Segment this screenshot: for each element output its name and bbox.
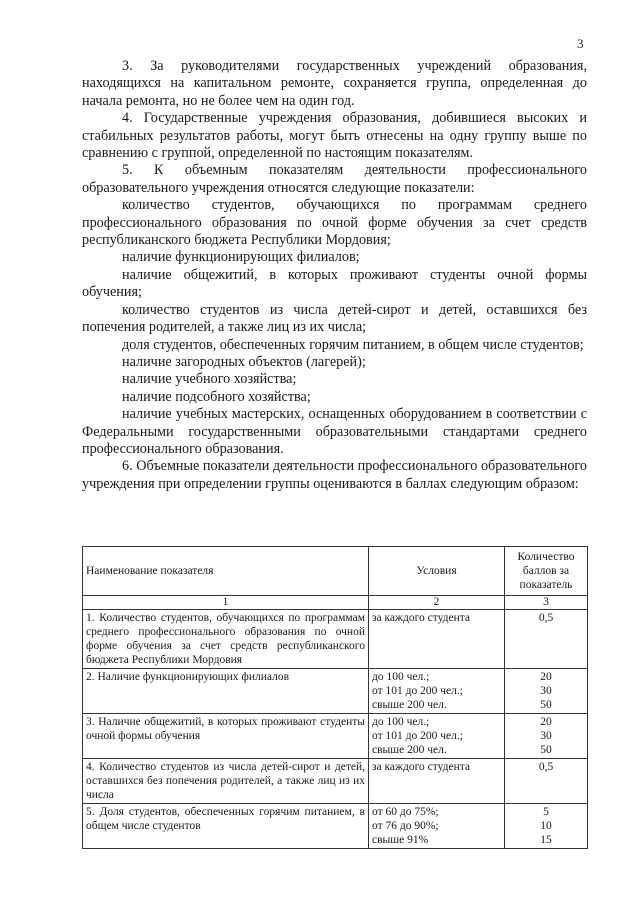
table-row bbox=[83, 669, 588, 714]
column-number-row bbox=[83, 596, 588, 610]
table-header-row bbox=[83, 547, 588, 596]
points: 30 bbox=[540, 730, 552, 742]
column-header: Наименование показателя bbox=[83, 547, 369, 596]
indicator-name: 4. Количество студентов из числа детей-сирот и детей, оставшихся без попечения родителей, а также лиц из их числа bbox=[83, 759, 369, 804]
list-item: наличие функционирующих филиалов; bbox=[122, 249, 360, 266]
list-item: количество студентов, обучающихся по программам среднего профессионального образования по очной форме обучения за счет средств республиканского бюджета Республики Мордовия; bbox=[82, 197, 587, 249]
condition: за каждого студента bbox=[369, 759, 505, 804]
condition: от 60 до 75%; bbox=[372, 806, 439, 818]
points-cell bbox=[505, 714, 588, 759]
paragraph: 4. Государственные учреждения образования, добившиеся высоких и стабильных результатов работы, могут быть отнесены на одну группу выше по сравнению с группой, определенной по настоящим показателям. bbox=[82, 110, 587, 162]
indicator-name: 3. Наличие общежитий, в которых проживают студенты очной формы обучения bbox=[83, 714, 369, 759]
column-number: 1 bbox=[83, 596, 369, 610]
condition: до 100 чел.; bbox=[372, 716, 430, 728]
points: 50 bbox=[540, 744, 552, 756]
condition: свыше 91% bbox=[372, 834, 429, 846]
points: 10 bbox=[540, 820, 552, 832]
conditions-cell bbox=[369, 714, 505, 759]
table-row bbox=[83, 759, 588, 804]
list-item: наличие учебного хозяйства; bbox=[122, 371, 297, 388]
points-cell bbox=[505, 804, 588, 849]
condition: до 100 чел.; bbox=[372, 671, 430, 683]
list-item: наличие загородных объектов (лагерей); bbox=[122, 353, 366, 370]
table-row bbox=[83, 804, 588, 849]
points: 50 bbox=[540, 699, 552, 711]
condition: свыше 200 чел. bbox=[372, 744, 447, 756]
column-header: Условия bbox=[369, 547, 505, 596]
list-item: наличие учебных мастерских, оснащенных оборудованием в соответствии с Федеральными государственными образовательными стандартами среднего профессионального образования. bbox=[82, 406, 587, 457]
document-body bbox=[82, 58, 587, 493]
column-number: 2 bbox=[369, 596, 505, 610]
points: 0,5 bbox=[505, 759, 588, 804]
points-cell bbox=[505, 669, 588, 714]
points: 30 bbox=[540, 685, 552, 697]
list-item: доля студентов, обеспеченных горячим питанием, в общем числе студентов; bbox=[122, 336, 584, 353]
paragraph: 6. Объемные показатели деятельности профессионального образовательного учреждения при определении группы оцениваются в баллах следующим образом: bbox=[82, 458, 587, 492]
conditions-cell bbox=[369, 804, 505, 849]
condition: от 101 до 200 чел.; bbox=[372, 685, 463, 697]
points: 20 bbox=[540, 671, 552, 683]
indicator-name: 5. Доля студентов, обеспеченных горячим питанием, в общем числе студентов bbox=[83, 804, 369, 849]
condition: от 101 до 200 чел.; bbox=[372, 730, 463, 742]
page-number: 3 bbox=[577, 36, 584, 51]
table-row bbox=[83, 714, 588, 759]
list-item: наличие общежитий, в которых проживают студенты очной формы обучения; bbox=[82, 266, 587, 301]
points: 5 bbox=[543, 806, 549, 818]
points: 20 bbox=[540, 716, 552, 728]
list-item: наличие подсобного хозяйства; bbox=[122, 388, 311, 405]
column-header: Количество баллов за показатель bbox=[505, 547, 588, 596]
indicator-name: 2. Наличие функционирующих филиалов bbox=[83, 669, 369, 714]
points: 15 bbox=[540, 834, 552, 846]
indicators-table bbox=[82, 546, 588, 849]
table-row bbox=[83, 610, 588, 669]
conditions-cell bbox=[369, 669, 505, 714]
points: 0,5 bbox=[505, 610, 588, 669]
column-number: 3 bbox=[505, 596, 588, 610]
paragraph: 5. К объемным показателям деятельности профессионального образовательного учреждения относятся следующие показатели: bbox=[82, 162, 587, 196]
list-item: количество студентов из числа детей-сирот и детей, оставшихся без попечения родителей, а также лиц из их числа; bbox=[82, 301, 587, 336]
paragraph: 3. За руководителями государственных учреждений образования, находящихся на капитальном ремонте, сохраняется группа, определенная до начала ремонта, но не более чем на один год. bbox=[82, 58, 587, 109]
indicator-name: 1. Количество студентов, обучающихся по программам среднего профессионального образования по очной форме обучения за счет средств республиканского бюджета Республики Мордовия bbox=[83, 610, 369, 669]
condition: за каждого студента bbox=[369, 610, 505, 669]
condition: свыше 200 чел. bbox=[372, 699, 447, 711]
condition: от 76 до 90%; bbox=[372, 820, 439, 832]
